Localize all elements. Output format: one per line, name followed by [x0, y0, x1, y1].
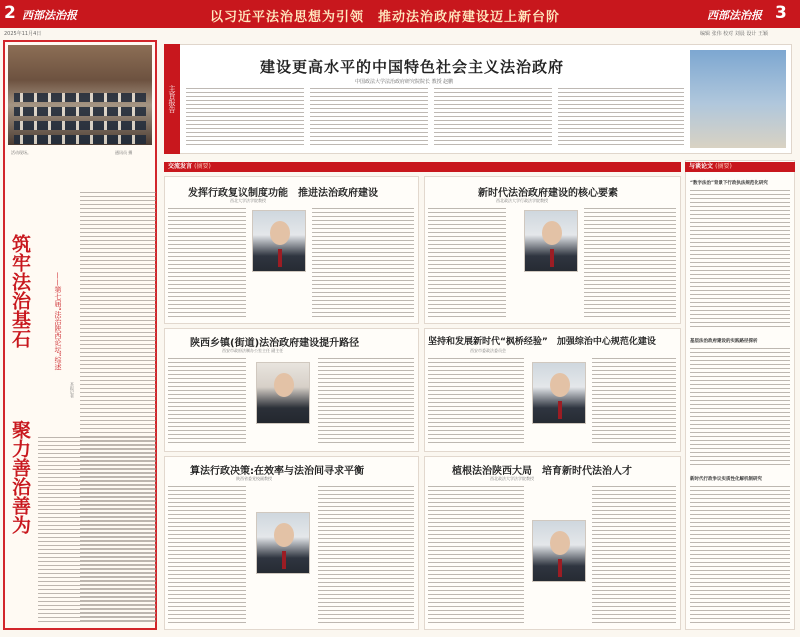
left-title-part2: 聚力善治善为	[9, 420, 31, 534]
paper-3-body	[690, 486, 790, 624]
left-article-body-2	[38, 437, 156, 622]
article-2-body-a	[428, 208, 506, 318]
left-feature-column	[3, 40, 157, 630]
article-6-byline: 西北政法大学法学院教授	[490, 476, 534, 481]
feature-title: 建设更高水平的中国特色社会主义法治政府	[260, 58, 565, 76]
article-4-body-a	[428, 358, 524, 446]
article-4-title: 坚持和发展新时代“枫桥经验” 加强综治中心规范化建设	[428, 337, 656, 347]
article-6-body-b	[592, 486, 676, 624]
papers-section-tag: (摘要)	[715, 163, 732, 170]
left-subtitle: ——第七届“法治陕西论坛”综述	[54, 272, 62, 371]
article-1-byline: 西北大学法学院教授	[230, 198, 266, 203]
article-1-body-a	[168, 208, 246, 318]
article-5-byline: 陕西省委党校副教授	[236, 476, 272, 481]
paper-1-body	[690, 190, 790, 330]
papers-section-header	[685, 162, 795, 172]
editor-credits: 编辑 张伟 校对 刘晨 设计 王颖	[700, 31, 768, 37]
papers-section-title: 与谈论文	[689, 163, 714, 170]
masthead	[0, 0, 800, 28]
keynote-speaker-photo	[690, 50, 786, 148]
article-2-byline: 西北政法大学行政法学院教授	[496, 198, 548, 203]
page-number-left: 2	[4, 3, 16, 23]
article-6-title: 植根法治陕西大局 培育新时代法治人才	[452, 466, 632, 477]
page-number-right: 3	[775, 3, 787, 23]
exchange-section-tag: (摘要)	[194, 163, 211, 170]
paper-name-right: 西部法治报	[707, 9, 762, 22]
forum-photo	[8, 45, 152, 145]
article-4-byline: 西安市委政法委员会	[470, 348, 506, 353]
exchange-section-header	[164, 162, 681, 172]
paper-2-title: 基层法治政府建设的实践路径探析	[690, 339, 758, 344]
article-2-title: 新时代法治政府建设的核心要素	[478, 188, 618, 199]
article-3-byline: 西安市政府法制办公室主任 副主任	[222, 348, 284, 353]
feature-section-label: 主旨报告	[164, 44, 180, 154]
article-2-body-b	[584, 208, 676, 318]
article-6-author-photo	[532, 520, 586, 582]
paper-1-title: “数字法治”背景下行政执法规范化研究	[690, 181, 768, 186]
left-byline: 本报记者	[70, 382, 75, 398]
article-3-body-b	[318, 358, 414, 446]
photo-credit: 通讯员 摄	[115, 150, 133, 155]
article-5-author-photo	[256, 512, 310, 574]
feature-body-col-3	[434, 88, 552, 148]
article-2-author-photo	[524, 210, 578, 272]
article-1-author-photo	[252, 210, 306, 272]
exchange-section-title: 交流发言	[168, 163, 193, 170]
paper-2-body	[690, 348, 790, 468]
paper-3-title: 新时代行政争议实质性化解机制研究	[690, 477, 762, 482]
article-3-author-photo	[256, 362, 310, 424]
issue-date: 2025年11月4日	[4, 31, 42, 37]
article-3-body-a	[168, 358, 246, 446]
article-5-title: 算法行政决策:在效率与法治间寻求平衡	[190, 466, 364, 477]
article-1-title: 发挥行政复议制度功能 推进法治政府建设	[188, 188, 378, 199]
left-title-part1: 筑牢法治基石	[9, 234, 31, 348]
feature-byline: 中国政法大学法治政府研究院院长 教授 赵鹏	[355, 79, 454, 85]
article-1-body-b	[312, 208, 414, 318]
article-4-body-b	[592, 358, 676, 446]
photo-caption: 活动现场。	[11, 150, 31, 155]
article-3-title: 陕西乡镇(街道)法治政府建设提升路径	[190, 338, 360, 349]
article-6-body-a	[428, 486, 524, 624]
feature-body-col-2	[310, 88, 428, 148]
article-5-body-a	[168, 486, 246, 624]
paper-name-left: 西部法治报	[22, 9, 77, 22]
feature-body-col-1	[186, 88, 304, 148]
article-5-body-b	[318, 486, 414, 624]
article-4-author-photo	[532, 362, 586, 424]
feature-body-col-4	[558, 88, 684, 148]
page-headline: 以习近平法治思想为引领 推动法治政府建设迈上新台阶	[210, 10, 561, 25]
